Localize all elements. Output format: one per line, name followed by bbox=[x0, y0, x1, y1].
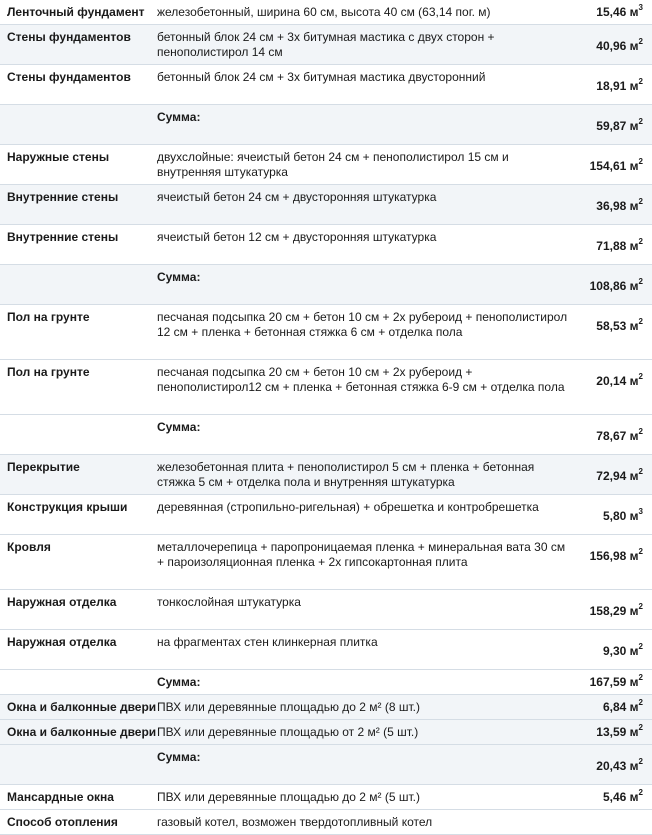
unit-exponent: 2 bbox=[638, 37, 643, 46]
unit-exponent: 3 bbox=[638, 3, 643, 12]
element-name: Перекрытие bbox=[0, 455, 152, 495]
unit-exponent: 2 bbox=[638, 642, 643, 651]
element-description: бетонный блок 24 см + 3х битумная мастика двусторонний bbox=[152, 65, 580, 105]
element-description: двухслойные: ячеистый бетон 24 см + пенополистирол 15 см и внутренняя штукатурка bbox=[152, 145, 580, 185]
quantity-value: 72,94 м bbox=[596, 469, 639, 483]
element-name: Способ отопления bbox=[0, 810, 152, 835]
element-description: газовый котел, возможен твердотопливный котел bbox=[152, 810, 580, 835]
element-name bbox=[0, 265, 152, 305]
sum-row bbox=[0, 670, 652, 695]
quantity-cell bbox=[580, 535, 652, 590]
element-name: Пол на грунте bbox=[0, 305, 152, 360]
element-name: Стены фундаментов bbox=[0, 65, 152, 105]
element-name: Мансардные окна bbox=[0, 785, 152, 810]
unit-exponent: 2 bbox=[638, 698, 643, 707]
table-row bbox=[0, 25, 652, 65]
table-row bbox=[0, 65, 652, 105]
sum-row bbox=[0, 415, 652, 455]
element-name bbox=[0, 415, 152, 455]
table-row bbox=[0, 0, 652, 25]
quantity-cell bbox=[580, 360, 652, 415]
unit-exponent: 2 bbox=[638, 427, 643, 436]
quantity-cell bbox=[580, 810, 652, 835]
quantity-value: 78,67 м bbox=[596, 429, 639, 443]
unit-exponent: 2 bbox=[638, 757, 643, 766]
quantity-cell bbox=[580, 65, 652, 105]
element-description: металлочерепица + паропроницаемая пленка + минеральная вата 30 см + пароизоляционная пленка + 2х гипсокартонная плита bbox=[152, 535, 580, 590]
table-row bbox=[0, 810, 652, 835]
element-name: Окна и балконные двери bbox=[0, 720, 152, 745]
sum-row bbox=[0, 745, 652, 785]
quantity-cell bbox=[580, 185, 652, 225]
quantity-cell bbox=[580, 145, 652, 185]
table-row bbox=[0, 695, 652, 720]
quantity-cell bbox=[580, 225, 652, 265]
quantity-cell bbox=[580, 720, 652, 745]
element-description: ПВХ или деревянные площадью до 2 м² (8 шт.) bbox=[152, 695, 580, 720]
unit-exponent: 2 bbox=[638, 673, 643, 682]
sum-label: Сумма: bbox=[152, 745, 580, 785]
element-name: Ленточный фундамент bbox=[0, 0, 152, 25]
element-name: Внутренние стены bbox=[0, 225, 152, 265]
unit-exponent: 2 bbox=[638, 372, 643, 381]
quantity-cell bbox=[580, 745, 652, 785]
quantity-cell bbox=[580, 415, 652, 455]
quantity-value: 20,43 м bbox=[596, 759, 639, 773]
element-description: ПВХ или деревянные площадью от 2 м² (5 шт.) bbox=[152, 720, 580, 745]
sum-label: Сумма: bbox=[152, 105, 580, 145]
unit-exponent: 2 bbox=[638, 723, 643, 732]
element-name: Наружная отделка bbox=[0, 590, 152, 630]
quantity-value: 5,80 м bbox=[602, 509, 639, 523]
unit-exponent: 2 bbox=[638, 277, 643, 286]
table-row bbox=[0, 590, 652, 630]
element-name: Пол на грунте bbox=[0, 360, 152, 415]
quantity-value: 58,53 м bbox=[596, 319, 639, 333]
element-name: Окна и балконные двери bbox=[0, 695, 152, 720]
quantity-cell bbox=[580, 105, 652, 145]
unit-exponent: 2 bbox=[638, 237, 643, 246]
table-row bbox=[0, 305, 652, 360]
unit-exponent: 2 bbox=[638, 547, 643, 556]
element-name bbox=[0, 745, 152, 785]
quantity-value: 6,84 м bbox=[602, 700, 639, 714]
unit-exponent: 2 bbox=[638, 602, 643, 611]
quantity-cell bbox=[580, 305, 652, 360]
quantity-value: 13,59 м bbox=[596, 725, 639, 739]
element-name: Кровля bbox=[0, 535, 152, 590]
element-description: ПВХ или деревянные площадью до 2 м² (5 шт.) bbox=[152, 785, 580, 810]
unit-exponent: 2 bbox=[638, 117, 643, 126]
sum-label: Сумма: bbox=[152, 415, 580, 455]
quantity-value: 18,91 м bbox=[596, 79, 639, 93]
table-row bbox=[0, 225, 652, 265]
table-row bbox=[0, 360, 652, 415]
quantity-cell bbox=[580, 0, 652, 25]
quantity-cell bbox=[580, 495, 652, 535]
unit-exponent: 3 bbox=[638, 507, 643, 516]
table-row bbox=[0, 145, 652, 185]
quantity-value: 5,46 м bbox=[602, 790, 639, 804]
quantity-cell bbox=[580, 630, 652, 670]
quantity-cell bbox=[580, 590, 652, 630]
element-name: Наружные стены bbox=[0, 145, 152, 185]
element-description: песчаная подсыпка 20 см + бетон 10 см + 2х рубероид + пенополистирол 12 см + пленка + бетонная стяжка 6 см + отделка пола bbox=[152, 305, 580, 360]
table-row bbox=[0, 535, 652, 590]
quantity-value: 156,98 м bbox=[589, 549, 639, 563]
quantity-cell bbox=[580, 455, 652, 495]
element-description: бетонный блок 24 см + 3х битумная мастика с двух сторон + пенополистирол 14 см bbox=[152, 25, 580, 65]
quantity-cell bbox=[580, 785, 652, 810]
unit-exponent: 2 bbox=[638, 467, 643, 476]
element-description: ячеистый бетон 24 см + двусторонняя штукатурка bbox=[152, 185, 580, 225]
unit-exponent: 2 bbox=[638, 197, 643, 206]
table-row bbox=[0, 455, 652, 495]
quantity-value: 20,14 м bbox=[596, 374, 639, 388]
quantity-value: 108,86 м bbox=[589, 279, 639, 293]
table-row bbox=[0, 495, 652, 535]
quantity-value: 9,30 м bbox=[602, 644, 639, 658]
quantity-cell bbox=[580, 25, 652, 65]
element-description: песчаная подсыпка 20 см + бетон 10 см + 2х рубероид + пенополистирол12 см + пленка + бетонная стяжка 6-9 см + отделка пола bbox=[152, 360, 580, 415]
element-name: Стены фундаментов bbox=[0, 25, 152, 65]
table-row bbox=[0, 785, 652, 810]
sum-label: Сумма: bbox=[152, 670, 580, 695]
quantity-cell bbox=[580, 265, 652, 305]
quantity-value: 40,96 м bbox=[596, 39, 639, 53]
unit-exponent: 2 bbox=[638, 788, 643, 797]
quantity-cell bbox=[580, 695, 652, 720]
quantity-value: 15,46 м bbox=[596, 5, 639, 19]
element-name: Наружная отделка bbox=[0, 630, 152, 670]
element-description: железобетонный, ширина 60 см, высота 40 см (63,14 пог. м) bbox=[152, 0, 580, 25]
element-name: Конструкция крыши bbox=[0, 495, 152, 535]
element-description: деревянная (стропильно-ригельная) + обрешетка и контробрешетка bbox=[152, 495, 580, 535]
element-description: на фрагментах стен клинкерная плитка bbox=[152, 630, 580, 670]
element-name: Внутренние стены bbox=[0, 185, 152, 225]
sum-label: Сумма: bbox=[152, 265, 580, 305]
element-name bbox=[0, 105, 152, 145]
sum-row bbox=[0, 265, 652, 305]
quantity-value: 167,59 м bbox=[589, 675, 639, 689]
quantity-value: 36,98 м bbox=[596, 199, 639, 213]
quantity-value: 71,88 м bbox=[596, 239, 639, 253]
sum-row bbox=[0, 105, 652, 145]
element-description: железобетонная плита + пенополистирол 5 см + пленка + бетонная стяжка 5 см + отделка пола и внутренняя штукатурка bbox=[152, 455, 580, 495]
quantity-cell bbox=[580, 670, 652, 695]
element-description: ячеистый бетон 12 см + двусторонняя штукатурка bbox=[152, 225, 580, 265]
quantity-value: 59,87 м bbox=[596, 119, 639, 133]
element-name bbox=[0, 670, 152, 695]
table-row bbox=[0, 720, 652, 745]
unit-exponent: 2 bbox=[638, 157, 643, 166]
unit-exponent: 2 bbox=[638, 317, 643, 326]
quantity-value: 154,61 м bbox=[589, 159, 639, 173]
element-description: тонкослойная штукатурка bbox=[152, 590, 580, 630]
table-row bbox=[0, 630, 652, 670]
quantity-value: 158,29 м bbox=[589, 604, 639, 618]
table-row bbox=[0, 185, 652, 225]
unit-exponent: 2 bbox=[638, 77, 643, 86]
